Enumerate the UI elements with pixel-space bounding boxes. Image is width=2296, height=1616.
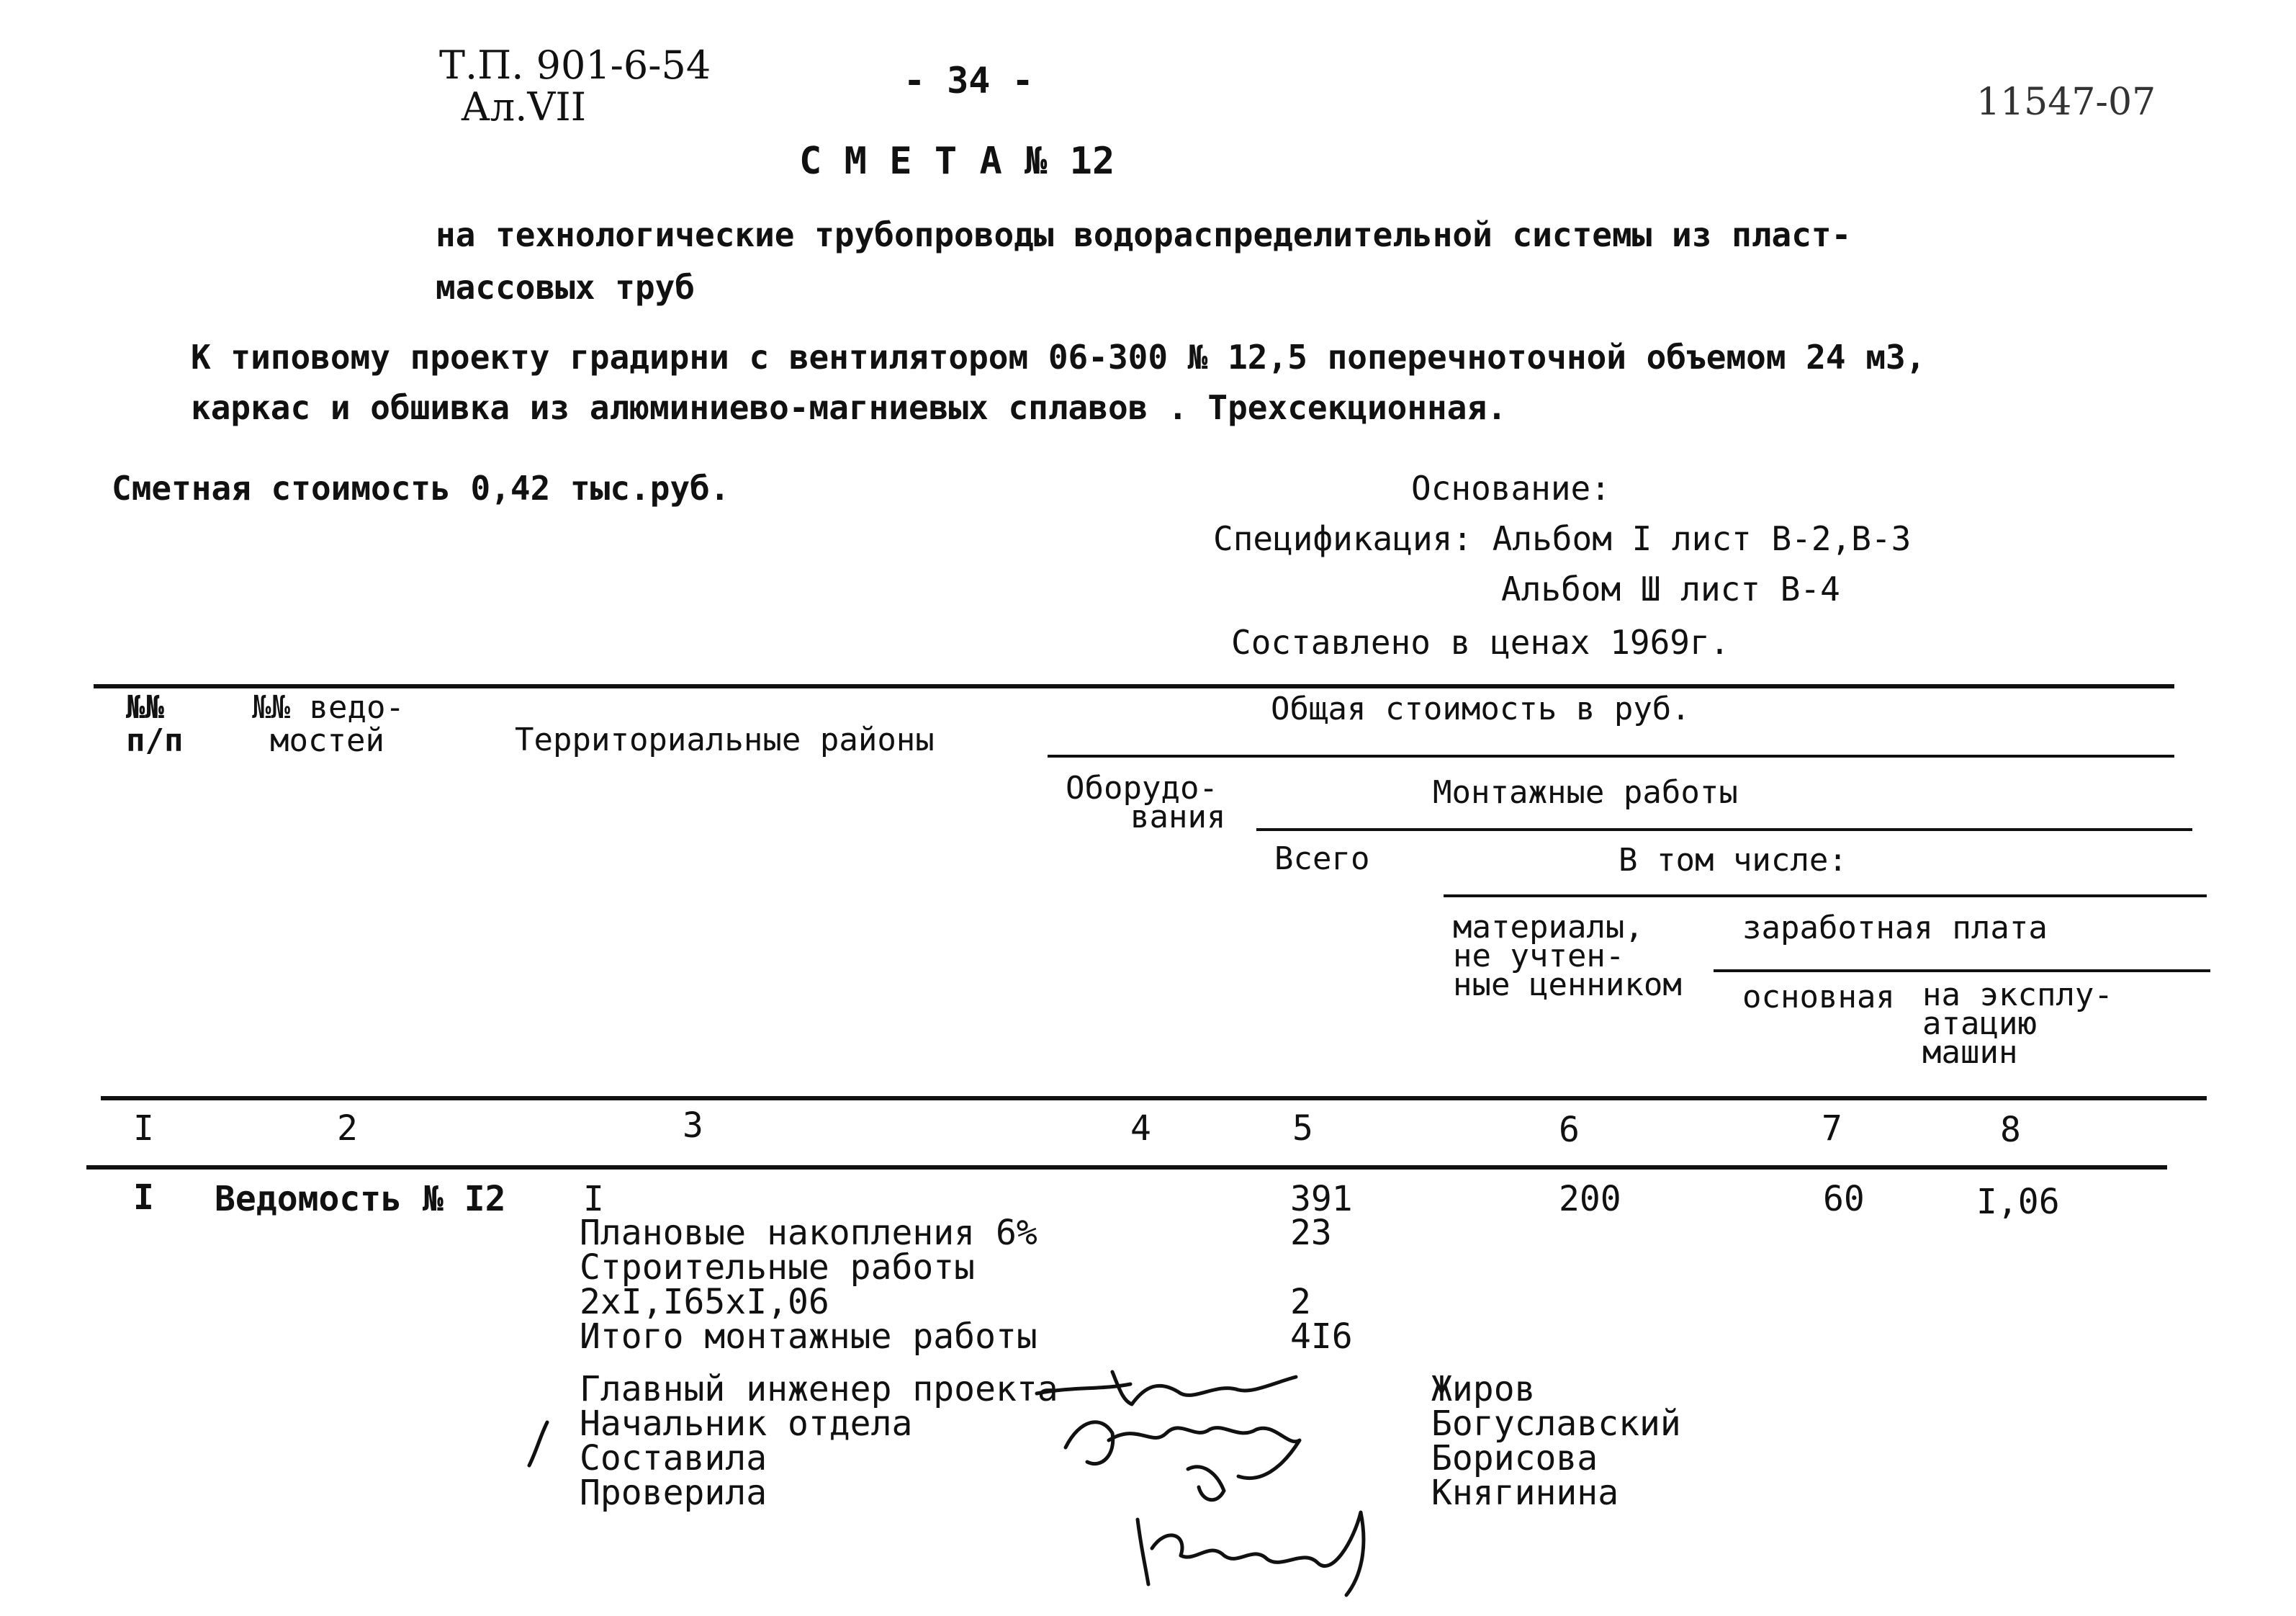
col-header-num: №№ п/п xyxy=(126,689,184,759)
col-header-statement: №№ ведо- мостей xyxy=(252,689,405,759)
project-line2: каркас и обшивка из алюминиево-магниевых сплавов . Трехсекционная. xyxy=(191,388,1507,427)
signature-name: Княгинина xyxy=(1431,1473,1619,1513)
col-header-materials: материалы, не учтен- ные ценником xyxy=(1453,909,1682,1003)
project-line1: К типовому проекту градирни с вентилятором 06-300 № 12,5 поперечноточной объемом 24 м3, xyxy=(191,338,1926,377)
row-wages-machines: I,06 xyxy=(1976,1182,2060,1222)
row-wages-basic: 60 xyxy=(1823,1179,1865,1219)
bracket-mark xyxy=(529,1422,547,1465)
signature-role: Составила xyxy=(580,1438,767,1478)
row-statement: Ведомость № I2 xyxy=(215,1179,506,1219)
signature-role: Начальник отдела xyxy=(580,1404,913,1444)
col-header-including: В том числе: xyxy=(1619,842,1847,879)
subrow-label: Строительные работы xyxy=(580,1247,976,1288)
signature-name: Борисова xyxy=(1431,1438,1598,1478)
subrow-label: Плановые накопления 6% xyxy=(580,1213,1037,1253)
signature-name: Богуславский xyxy=(1431,1404,1681,1444)
subrow-label: Итого монтажные работы xyxy=(580,1316,1037,1357)
col-number: 8 xyxy=(2000,1110,2021,1150)
signature-role: Проверила xyxy=(580,1473,767,1513)
signature-department-head xyxy=(1066,1422,1300,1478)
signature-chief-engineer xyxy=(1037,1372,1296,1404)
col-number: 7 xyxy=(1822,1108,1842,1149)
subtitle-line2: массовых труб xyxy=(436,268,695,307)
row-num: I xyxy=(133,1177,154,1218)
col-header-wages: заработная плата xyxy=(1742,910,2048,946)
col-number: I xyxy=(133,1108,154,1149)
col-number: 2 xyxy=(337,1108,358,1149)
page-number: - 34 - xyxy=(904,60,1034,102)
doc-code-line1: Т.П. 901-6-54 xyxy=(439,42,711,88)
col-header-equipment: Оборудо- вания xyxy=(1066,770,1226,835)
col-header-total-cost: Общая стоимость в руб. xyxy=(1271,691,1691,727)
doc-code-line2: Ал.VII xyxy=(461,84,587,130)
row-materials: 200 xyxy=(1559,1179,1621,1219)
col-number: 4 xyxy=(1130,1108,1151,1149)
spec-line1: Спецификация: Альбом I лист В-2,В-3 xyxy=(1213,519,1912,558)
signature-compiler xyxy=(1188,1467,1224,1500)
subrow-value: 2 xyxy=(1290,1282,1311,1322)
col-number: 5 xyxy=(1292,1108,1313,1149)
subtitle-line1: на технологические трубопроводы водораспределительной системы из пласт- xyxy=(436,215,1852,254)
subrow-value: 4I6 xyxy=(1290,1316,1353,1357)
spec-line2: Альбом Ш лист В-4 xyxy=(1501,570,1840,609)
row-region: I xyxy=(583,1179,604,1219)
subrow-label: 2хI,I65хI,06 xyxy=(580,1282,829,1322)
col-header-regions: Территориальные районы xyxy=(515,722,935,758)
basis-title: Основание: xyxy=(1411,469,1611,508)
col-number: 6 xyxy=(1559,1110,1580,1150)
signature-role: Главный инженер проекта xyxy=(580,1369,1058,1409)
col-header-wages-machines: на эксплу- атацию машин xyxy=(1922,977,2113,1071)
estimated-cost: Сметная стоимость 0,42 тыс.руб. xyxy=(112,469,730,508)
prices-line: Составлено в ценах 1969г. xyxy=(1231,623,1730,662)
col-number: 3 xyxy=(683,1105,703,1146)
page-title: С М Е Т А № 12 xyxy=(799,140,1115,183)
col-header-total: Всего xyxy=(1274,840,1370,877)
subrow-value: 23 xyxy=(1290,1213,1332,1253)
signature-name: Жиров xyxy=(1431,1369,1536,1409)
row-total: 391 xyxy=(1290,1179,1353,1219)
col-header-installation: Монтажные работы xyxy=(1433,774,1738,811)
inventory-number: 11547-07 xyxy=(1976,81,2156,124)
col-header-wages-basic: основная xyxy=(1742,979,1895,1015)
signature-checker xyxy=(1138,1512,1364,1595)
